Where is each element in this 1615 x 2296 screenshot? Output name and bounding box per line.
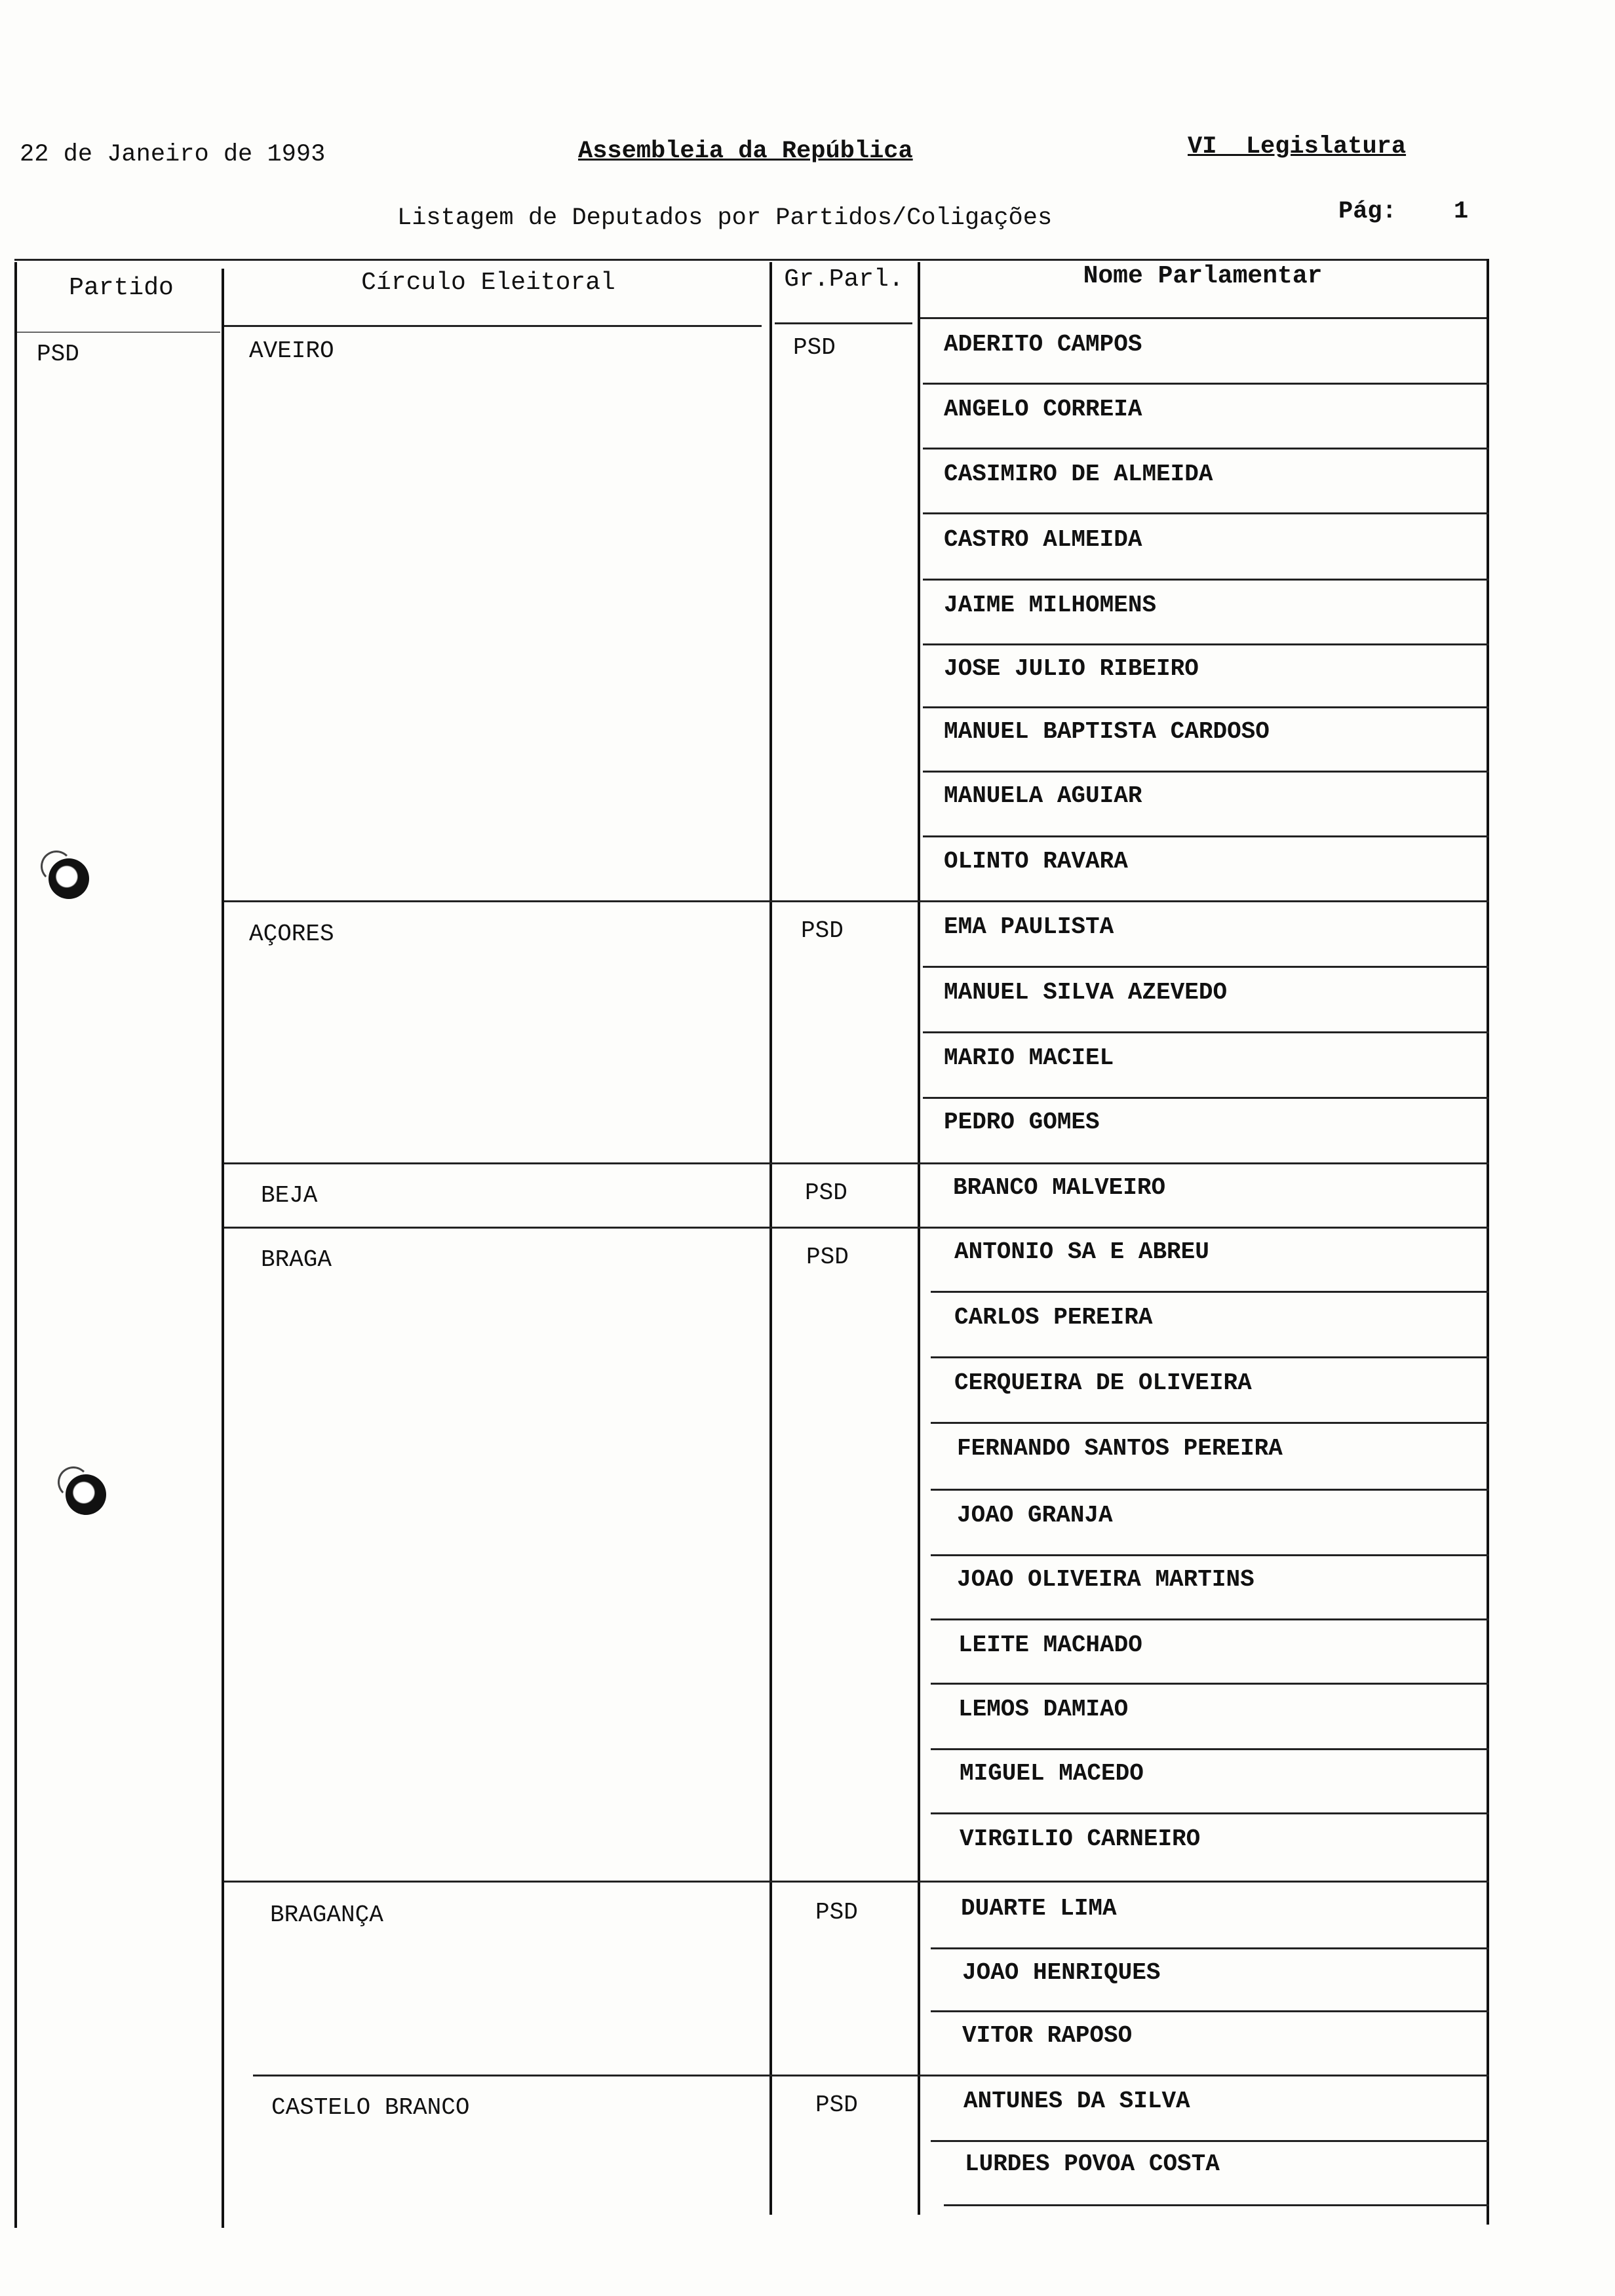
column-border-grupo bbox=[918, 262, 920, 2215]
page-label: Pág: bbox=[1338, 198, 1397, 225]
deputy-name: JOAO HENRIQUES bbox=[962, 1959, 1161, 1986]
header-underline-circulo bbox=[224, 325, 762, 327]
row-divider bbox=[931, 2010, 1489, 2012]
row-divider bbox=[923, 643, 1489, 645]
section-divider bbox=[224, 900, 1489, 902]
row-divider bbox=[931, 2140, 1489, 2142]
deputy-name: CASTRO ALMEIDA bbox=[944, 526, 1142, 553]
deputy-name: ANTONIO SA E ABREU bbox=[954, 1238, 1209, 1265]
row-divider bbox=[931, 1422, 1489, 1424]
row-divider bbox=[931, 1947, 1489, 1949]
row-divider bbox=[923, 706, 1489, 708]
row-divider bbox=[923, 771, 1489, 773]
column-border-left bbox=[14, 262, 17, 2228]
deputy-name: EMA PAULISTA bbox=[944, 913, 1114, 940]
section-divider bbox=[224, 1162, 1489, 1164]
deputy-name: VIRGILIO CARNEIRO bbox=[960, 1826, 1201, 1852]
institution-title: Assembleia da República bbox=[578, 138, 913, 165]
circle-cell: AVEIRO bbox=[249, 337, 334, 364]
deputy-name: BRANCO MALVEIRO bbox=[953, 1174, 1166, 1201]
deputy-name: ANTUNES DA SILVA bbox=[963, 2088, 1190, 2114]
page-number: 1 bbox=[1454, 198, 1469, 225]
deputy-name: ANGELO CORREIA bbox=[944, 396, 1142, 423]
deputy-name: LEMOS DAMIAO bbox=[958, 1696, 1129, 1723]
deputy-name: CERQUEIRA DE OLIVEIRA bbox=[954, 1369, 1252, 1396]
deputy-name: MANUELA AGUIAR bbox=[944, 782, 1142, 809]
header-underline-partido bbox=[17, 332, 220, 333]
row-divider bbox=[931, 1554, 1489, 1556]
deputy-name: MARIO MACIEL bbox=[944, 1044, 1114, 1071]
column-border-circulo bbox=[769, 262, 772, 2215]
header-underline-grupo bbox=[775, 322, 912, 324]
header-underline-nome bbox=[920, 317, 1487, 319]
deputy-name: LEITE MACHADO bbox=[958, 1632, 1142, 1658]
row-divider bbox=[923, 835, 1489, 837]
punch-hole-middle bbox=[66, 1474, 106, 1515]
row-divider bbox=[923, 579, 1489, 581]
deputy-name: MANUEL BAPTISTA CARDOSO bbox=[944, 718, 1270, 745]
deputy-name: CARLOS PEREIRA bbox=[954, 1304, 1153, 1331]
party-cell: PSD bbox=[37, 341, 79, 368]
deputy-name: FERNANDO SANTOS PEREIRA bbox=[957, 1435, 1283, 1462]
document-subtitle: Listagem de Deputados por Partidos/Coligações bbox=[397, 204, 1053, 232]
row-divider bbox=[931, 1356, 1489, 1358]
circle-cell: BEJA bbox=[261, 1182, 318, 1209]
deputy-name: MIGUEL MACEDO bbox=[960, 1760, 1144, 1787]
row-divider bbox=[923, 512, 1489, 514]
deputy-name: PEDRO GOMES bbox=[944, 1109, 1100, 1136]
punch-hole-top bbox=[49, 858, 89, 899]
row-divider bbox=[923, 1031, 1489, 1033]
deputy-name: ADERITO CAMPOS bbox=[944, 331, 1142, 358]
group-cell: PSD bbox=[793, 334, 836, 361]
section-divider bbox=[253, 2075, 1489, 2076]
legislature-title: VI Legislatura bbox=[1188, 133, 1407, 161]
section-divider bbox=[224, 1227, 1489, 1229]
group-cell: PSD bbox=[806, 1244, 849, 1271]
row-divider bbox=[923, 448, 1489, 450]
column-border-right bbox=[1487, 259, 1489, 2225]
circle-cell: CASTELO BRANCO bbox=[271, 2094, 470, 2121]
deputy-name: LURDES POVOA COSTA bbox=[965, 2151, 1220, 2177]
column-border-partido bbox=[222, 269, 224, 2228]
deputy-name: JAIME MILHOMENS bbox=[944, 592, 1157, 619]
row-divider bbox=[923, 383, 1489, 385]
deputy-name: OLINTO RAVARA bbox=[944, 848, 1128, 875]
row-divider bbox=[931, 1291, 1489, 1293]
table-top-border bbox=[14, 259, 1489, 261]
row-divider bbox=[931, 1683, 1489, 1685]
group-cell: PSD bbox=[805, 1179, 847, 1206]
column-header-partido: Partido bbox=[69, 274, 174, 302]
circle-cell: AÇORES bbox=[249, 921, 334, 947]
deputy-name: MANUEL SILVA AZEVEDO bbox=[944, 979, 1228, 1006]
deputy-name: JOSE JULIO RIBEIRO bbox=[944, 655, 1199, 682]
group-cell: PSD bbox=[815, 2092, 858, 2118]
deputy-name: CASIMIRO DE ALMEIDA bbox=[944, 461, 1213, 488]
circle-cell: BRAGANÇA bbox=[270, 1902, 383, 1928]
circle-cell: BRAGA bbox=[261, 1246, 332, 1273]
deputy-name: JOAO OLIVEIRA MARTINS bbox=[957, 1566, 1255, 1593]
row-divider bbox=[944, 2204, 1489, 2206]
row-divider bbox=[931, 1618, 1489, 1620]
section-divider bbox=[224, 1881, 1489, 1883]
deputy-name: JOAO GRANJA bbox=[957, 1502, 1113, 1529]
column-header-grupo: Gr.Parl. bbox=[784, 265, 904, 294]
document-date: 22 de Janeiro de 1993 bbox=[20, 141, 326, 168]
row-divider bbox=[931, 1812, 1489, 1814]
row-divider bbox=[923, 966, 1489, 968]
row-divider bbox=[923, 1097, 1489, 1099]
group-cell: PSD bbox=[815, 1899, 858, 1926]
row-divider bbox=[931, 1489, 1489, 1491]
group-cell: PSD bbox=[801, 917, 844, 944]
row-divider bbox=[931, 1748, 1489, 1750]
column-header-circulo: Círculo Eleitoral bbox=[361, 269, 615, 297]
column-header-nome: Nome Parlamentar bbox=[1083, 262, 1323, 290]
deputy-name: VITOR RAPOSO bbox=[962, 2022, 1133, 2049]
deputy-name: DUARTE LIMA bbox=[961, 1895, 1117, 1922]
